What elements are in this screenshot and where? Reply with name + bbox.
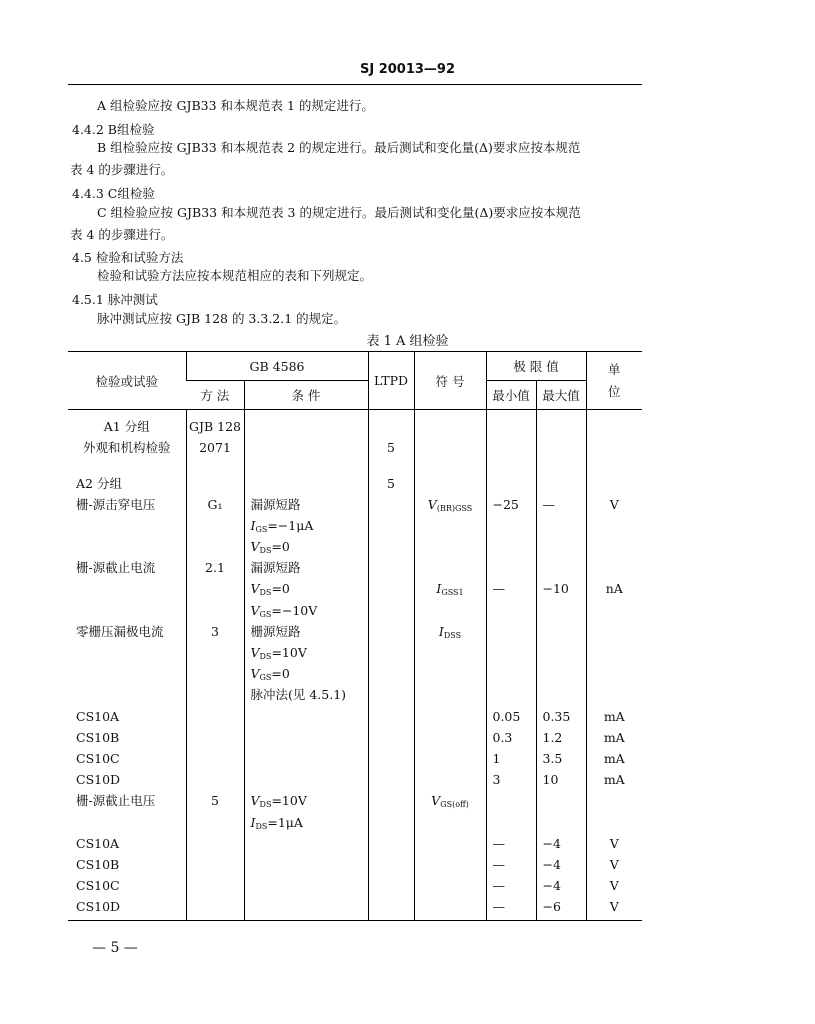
cell-line (417, 854, 484, 875)
cell-line: 3 (211, 623, 219, 639)
cell-line (251, 706, 366, 727)
cell-line (543, 621, 584, 642)
group-a1-row (68, 410, 642, 463)
cell-line: $I_{DS}=1\mu A$ (250, 814, 303, 831)
cell-line: $V_{DS}=10V$ (250, 793, 307, 810)
col-max (536, 463, 586, 921)
cell-line (417, 642, 484, 663)
cell-line (189, 748, 242, 769)
paragraph: 表 4 的步骤进行。 (70, 162, 174, 177)
cell-line (493, 557, 534, 578)
cell-line (493, 621, 534, 642)
cell-line: 栅-源截止电压 (76, 793, 156, 809)
cell-line (189, 600, 242, 621)
paragraph: B 组检验应按 GJB33 和本规范表 2 的规定进行。最后测试和变化量(Δ)要求应按本规范 (97, 140, 581, 155)
cell-line (251, 833, 366, 854)
cell-line: V (609, 878, 619, 894)
cell-line: 2071 (199, 440, 231, 456)
cell-line (493, 642, 534, 663)
cell-line (189, 536, 242, 557)
paragraph: 检验和试验方法应按本规范相应的表和下列规定。 (97, 268, 373, 283)
header-ltpd: LTPD (368, 352, 414, 410)
cell-line: −25 (492, 496, 519, 512)
col-method (186, 410, 244, 463)
cell-line: — (492, 835, 505, 851)
col-unit (586, 463, 642, 921)
cell-line: 0.3 (492, 729, 513, 745)
cell-line: $V_{DS}=0$ (250, 581, 290, 598)
section-heading: 4.5.1 脉冲测试 (72, 292, 158, 307)
header-unit: 单位 (586, 352, 642, 410)
header-max: 最大值 (536, 381, 586, 410)
cell-line: $V_{(BR)GSS}$ (427, 496, 473, 513)
cell-line (251, 896, 366, 917)
cell-line: A1 分组 (103, 419, 150, 434)
cell-line: CS10D (76, 899, 121, 915)
header-symbol: 符 号 (414, 352, 486, 410)
cell-line: V (609, 899, 619, 915)
header-gb4586: GB 4586 (186, 352, 368, 381)
cell-line (543, 600, 584, 621)
cell-line (493, 684, 534, 705)
cell-line: −6 (542, 899, 561, 915)
cell-line (189, 706, 242, 727)
cell-line: G₁ (207, 496, 223, 512)
cell-line (543, 642, 584, 663)
cell-line: $V_{GS}=0$ (250, 666, 290, 683)
cell-line: 栅-源截止电流 (76, 560, 156, 576)
cell-line (589, 536, 641, 557)
cell-line (189, 473, 242, 494)
page-number: — 5 — (92, 940, 138, 956)
cell-line (589, 557, 641, 578)
cell-line: 漏源短路 (250, 560, 301, 576)
cell-line: 5 (211, 793, 219, 809)
cell-line: 栅-源击穿电压 (76, 496, 156, 512)
cell-line: $I_{DSS}$ (438, 623, 462, 640)
cell-line (589, 621, 641, 642)
cell-line: 10 (542, 772, 559, 788)
cell-line (76, 578, 184, 599)
header-condition: 条 件 (244, 381, 368, 410)
cell-line: $I_{GS}=-1\mu A$ (250, 517, 314, 534)
cell-line: GJB 128 (188, 419, 241, 434)
col-symbol (414, 410, 486, 463)
cell-line: 外观和机构检验 (82, 440, 171, 456)
cell-line (189, 515, 242, 536)
cell-line (417, 473, 484, 494)
cell-line: −4 (542, 878, 561, 894)
cell-line (543, 557, 584, 578)
cell-line: 脉冲法(见 4.5.1) (250, 687, 347, 703)
document-header: SJ 20013—92 (359, 62, 456, 77)
cell-line (189, 875, 242, 896)
cell-line (417, 515, 484, 536)
cell-line (189, 896, 242, 917)
cell-line (589, 663, 641, 684)
cell-line (417, 812, 484, 833)
cell-line: A2 分组 (76, 475, 122, 491)
cell-line (543, 663, 584, 684)
cell-line: V (609, 496, 619, 512)
cell-line: −10 (542, 581, 569, 597)
cell-line (543, 790, 584, 811)
cell-line (417, 748, 484, 769)
cell-line: V (609, 856, 619, 872)
cell-line (417, 875, 484, 896)
cell-line (189, 684, 242, 705)
cell-line (589, 642, 641, 663)
cell-line: CS10B (76, 856, 120, 872)
paragraph: 脉冲测试应按 GJB 128 的 3.3.2.1 的规定。 (97, 311, 347, 326)
cell-line (189, 663, 242, 684)
cell-line: V (609, 835, 619, 851)
cell-line (251, 854, 366, 875)
header-test: 检验或试验 (68, 352, 186, 410)
cell-line (189, 812, 242, 833)
cell-line: — (492, 856, 505, 872)
cell-line: — (492, 878, 505, 894)
cell-line (251, 769, 366, 790)
cell-line (76, 663, 184, 684)
cell-line (417, 833, 484, 854)
cell-line (417, 769, 484, 790)
col-test (68, 410, 186, 463)
col-method (186, 463, 244, 921)
cell-line (251, 473, 366, 494)
cell-line (189, 854, 242, 875)
cell-line (189, 833, 242, 854)
cell-line: mA (603, 708, 625, 724)
col-min (486, 463, 536, 921)
cell-line (76, 515, 184, 536)
cell-line (189, 727, 242, 748)
cell-line (543, 684, 584, 705)
cell-line (76, 642, 184, 663)
cell-line: −4 (542, 835, 561, 851)
col-symbol (414, 463, 486, 921)
cell-line (589, 515, 641, 536)
cell-line: — (542, 496, 555, 512)
cell-line: — (492, 899, 505, 915)
cell-line (493, 663, 534, 684)
cell-line (493, 812, 534, 833)
cell-line: CS10A (76, 835, 120, 851)
cell-line: 3.5 (542, 750, 563, 766)
cell-line (493, 536, 534, 557)
cell-line: $V_{GS}=-10V$ (250, 602, 318, 619)
cell-line: 1 (492, 750, 501, 766)
cell-line: 0.05 (492, 708, 521, 724)
cell-line: −4 (542, 856, 561, 872)
col-ltpd (368, 463, 414, 921)
paragraph: A 组检验应按 GJB33 和本规范表 1 的规定进行。 (97, 98, 374, 113)
cell-line (543, 812, 584, 833)
cell-line: mA (603, 750, 625, 766)
cell-line: CS10A (76, 708, 120, 724)
cell-line: mA (603, 772, 625, 788)
cell-line (76, 684, 184, 705)
header-min: 最小值 (486, 381, 536, 410)
cell-line (417, 896, 484, 917)
group-a2-row (68, 463, 642, 921)
section-heading: 4.5 检验和试验方法 (72, 250, 184, 265)
cell-line (251, 875, 366, 896)
col-test (68, 463, 186, 921)
cell-line (589, 473, 641, 494)
cell-line: 5 (387, 440, 395, 456)
cell-line: 1.2 (542, 729, 563, 745)
cell-line (417, 727, 484, 748)
cell-line (589, 790, 641, 811)
cell-line (76, 536, 184, 557)
section-heading: 4.4.2 B组检验 (72, 122, 155, 137)
cell-line: $I_{GSS1}$ (436, 581, 464, 598)
cell-line: CS10B (76, 729, 120, 745)
cell-line: — (492, 581, 505, 597)
cell-line (371, 416, 412, 437)
cell-line: 2.1 (205, 560, 225, 576)
cell-line: 0.35 (542, 708, 571, 724)
header-limits: 极 限 值 (486, 352, 586, 381)
cell-line: $V_{GS(off)}$ (431, 793, 469, 810)
cell-line: 漏源短路 (250, 496, 301, 512)
cell-line (417, 600, 484, 621)
cell-line (189, 642, 242, 663)
cell-line (76, 812, 184, 833)
cell-line (543, 536, 584, 557)
col-condition (244, 463, 368, 921)
cell-line (493, 790, 534, 811)
cell-line (417, 536, 484, 557)
cell-line (417, 706, 484, 727)
cell-line: 5 (387, 475, 395, 491)
cell-line: CS10C (76, 750, 120, 766)
cell-line (189, 578, 242, 599)
cell-line (493, 473, 534, 494)
col-condition (244, 410, 368, 463)
cell-line (493, 515, 534, 536)
col-ltpd (368, 410, 414, 463)
cell-line (589, 684, 641, 705)
cell-line (589, 812, 641, 833)
cell-line: nA (605, 581, 623, 597)
col-min (486, 410, 536, 463)
group-a-inspection-table (68, 351, 642, 921)
cell-line (76, 600, 184, 621)
cell-line (589, 600, 641, 621)
cell-line (543, 515, 584, 536)
cell-line (417, 557, 484, 578)
cell-line: 栅源短路 (250, 623, 301, 639)
header-method: 方 法 (200, 388, 230, 403)
cell-line: mA (603, 729, 625, 745)
col-unit (586, 410, 642, 463)
cell-line: 3 (492, 772, 501, 788)
header-rule (68, 84, 642, 85)
cell-line (189, 769, 242, 790)
cell-line: 零栅压漏极电流 (76, 623, 164, 639)
cell-line (251, 727, 366, 748)
paragraph: 表 4 的步骤进行。 (70, 227, 174, 242)
cell-line (417, 663, 484, 684)
cell-line: $V_{DS}=10V$ (250, 645, 307, 661)
cell-line: CS10C (76, 878, 120, 894)
cell-line (251, 748, 366, 769)
cell-line (493, 600, 534, 621)
cell-line (417, 684, 484, 705)
cell-line (543, 473, 584, 494)
cell-line: $V_{DS}=0$ (250, 539, 290, 556)
cell-line: CS10D (76, 772, 121, 788)
table-caption: 表 1 A 组检验 (366, 334, 449, 349)
col-max (536, 410, 586, 463)
section-heading: 4.4.3 C组检验 (72, 186, 155, 201)
paragraph: C 组检验应按 GJB33 和本规范表 3 的规定进行。最后测试和变化量(Δ)要求应按本规范 (97, 205, 581, 220)
